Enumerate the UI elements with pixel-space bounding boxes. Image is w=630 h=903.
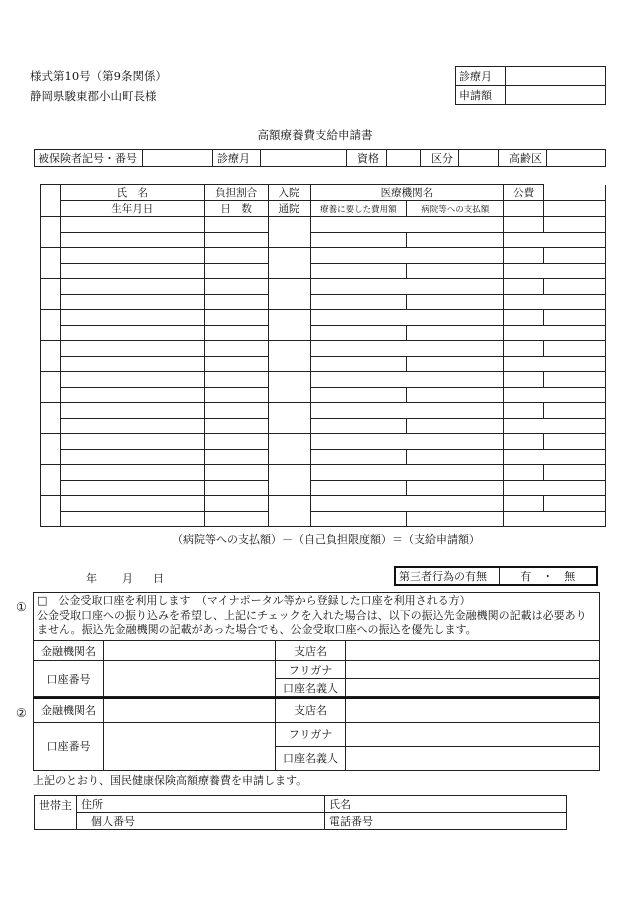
burden-cell[interactable] bbox=[204, 372, 268, 388]
furigana-label-1: フリガナ bbox=[276, 661, 346, 679]
birth-date-cell[interactable] bbox=[60, 294, 204, 310]
furigana-label-2: フリガナ bbox=[276, 722, 346, 746]
table-row bbox=[41, 356, 606, 372]
branch-label-1: 支店名 bbox=[276, 641, 346, 661]
furigana-field-2[interactable] bbox=[346, 722, 600, 746]
burden-cell[interactable] bbox=[204, 403, 268, 419]
facility-cell[interactable] bbox=[310, 217, 504, 233]
burden-cell[interactable] bbox=[204, 310, 268, 326]
addressee: 静岡県駿東郡小山町長様 bbox=[30, 89, 157, 103]
public-cell[interactable] bbox=[504, 496, 544, 512]
row-index-cell bbox=[41, 341, 61, 372]
burden-cell[interactable] bbox=[204, 217, 268, 233]
cost-cell[interactable] bbox=[310, 325, 407, 341]
days-cell[interactable] bbox=[204, 418, 268, 434]
section2-marker: ② bbox=[16, 706, 27, 720]
bank-label-2: 金融機関名 bbox=[34, 698, 104, 722]
box-label-month: 診療月 bbox=[456, 67, 506, 86]
col-inpatient: 入院 bbox=[268, 185, 310, 201]
third-party-box bbox=[394, 566, 598, 586]
cost-cell[interactable] bbox=[310, 387, 407, 403]
qualification-field[interactable] bbox=[387, 150, 421, 167]
month-amount-box bbox=[455, 66, 606, 105]
table-row bbox=[41, 232, 606, 248]
table-row bbox=[41, 248, 606, 264]
facility-cell[interactable] bbox=[310, 372, 504, 388]
elderly-field[interactable] bbox=[547, 150, 606, 167]
facility-cell[interactable] bbox=[310, 434, 504, 450]
row-index-cell bbox=[41, 279, 61, 310]
holder-label-1: 口座名義人 bbox=[276, 679, 346, 697]
name-label: 氏名 bbox=[329, 798, 351, 811]
declaration: 上記のとおり、国民健康保険高額療養費を申請します。 bbox=[33, 774, 308, 787]
date-month: 月 bbox=[122, 572, 133, 585]
burden-cell[interactable] bbox=[204, 434, 268, 450]
birth-date-cell[interactable] bbox=[60, 325, 204, 341]
page-title: 高額療養費支給申請書 bbox=[257, 128, 373, 142]
table-row bbox=[41, 465, 606, 481]
birth-date-cell[interactable] bbox=[60, 263, 204, 279]
table-row bbox=[41, 496, 606, 512]
table-row bbox=[41, 480, 606, 496]
bank-table-2 bbox=[33, 697, 600, 771]
account-no-label-1: 口座番号 bbox=[34, 661, 104, 697]
row-index-cell bbox=[41, 248, 61, 279]
table-row bbox=[41, 341, 606, 357]
public-cell[interactable] bbox=[504, 403, 544, 419]
facility-cell[interactable] bbox=[310, 341, 504, 357]
corner-cell bbox=[41, 185, 61, 217]
inpatient-outpatient-cell[interactable] bbox=[268, 496, 310, 527]
cost-cell[interactable] bbox=[310, 356, 407, 372]
birth-date-cell[interactable] bbox=[60, 449, 204, 465]
table-row bbox=[41, 387, 606, 403]
patient-name-cell[interactable] bbox=[60, 341, 204, 357]
cost-cell[interactable] bbox=[310, 232, 407, 248]
table-row bbox=[41, 372, 606, 388]
days-cell[interactable] bbox=[204, 511, 268, 527]
burden-cell[interactable] bbox=[204, 496, 268, 512]
table-row bbox=[41, 511, 606, 527]
month-field[interactable] bbox=[261, 150, 347, 167]
row-index-cell bbox=[41, 465, 61, 496]
cost-cell[interactable] bbox=[310, 449, 407, 465]
days-cell[interactable] bbox=[204, 325, 268, 341]
col-facility: 医療機関名 bbox=[310, 185, 504, 201]
box-label-amount: 申請額 bbox=[456, 86, 506, 105]
form-number: 様式第10号（第9条関係） bbox=[30, 69, 167, 83]
holder-label-2: 口座名義人 bbox=[276, 746, 346, 770]
table-row bbox=[41, 434, 606, 450]
inpatient-outpatient-cell[interactable] bbox=[268, 279, 310, 310]
public-cell[interactable] bbox=[504, 341, 544, 357]
patient-name-cell[interactable] bbox=[60, 310, 204, 326]
paid-cell[interactable] bbox=[407, 294, 504, 310]
burden-cell[interactable] bbox=[204, 248, 268, 264]
paid-cell[interactable] bbox=[407, 232, 504, 248]
table-row bbox=[41, 294, 606, 310]
birth-date-cell[interactable] bbox=[60, 511, 204, 527]
col-name: 氏 名 bbox=[60, 185, 204, 201]
col-burden: 負担割合 bbox=[204, 185, 268, 201]
facility-cell[interactable] bbox=[310, 403, 504, 419]
public-account-box bbox=[33, 592, 600, 640]
box-month-field[interactable] bbox=[506, 67, 606, 86]
col-public: 公費 bbox=[504, 185, 544, 201]
box-amount-field[interactable] bbox=[506, 86, 606, 105]
bank-table-1 bbox=[33, 640, 600, 697]
facility-cell[interactable] bbox=[310, 496, 504, 512]
public-cell[interactable] bbox=[504, 248, 544, 264]
public-cell[interactable] bbox=[504, 217, 544, 233]
category-field[interactable] bbox=[459, 150, 499, 167]
days-cell[interactable] bbox=[204, 232, 268, 248]
paid-cell[interactable] bbox=[407, 480, 504, 496]
birth-date-cell[interactable] bbox=[60, 480, 204, 496]
holder-field-2[interactable] bbox=[346, 746, 600, 770]
days-cell[interactable] bbox=[204, 387, 268, 403]
patient-name-cell[interactable] bbox=[60, 465, 204, 481]
col-cost: 療養に要した費用額 bbox=[310, 201, 407, 217]
cost-cell[interactable] bbox=[310, 418, 407, 434]
patient-name-cell[interactable] bbox=[60, 248, 204, 264]
public-cell[interactable] bbox=[504, 279, 544, 295]
row-index-cell bbox=[41, 403, 61, 434]
branch-field-2[interactable] bbox=[346, 698, 600, 722]
patient-name-cell[interactable] bbox=[60, 279, 204, 295]
date-day: 日 bbox=[153, 572, 164, 585]
info-row bbox=[34, 149, 606, 167]
bank-label-1: 金融機関名 bbox=[34, 641, 104, 661]
table-row bbox=[41, 217, 606, 233]
account-no-label-2: 口座番号 bbox=[34, 722, 104, 770]
public-cell[interactable] bbox=[504, 465, 544, 481]
birth-date-cell[interactable] bbox=[60, 356, 204, 372]
paid-cell[interactable] bbox=[407, 325, 504, 341]
cost-cell[interactable] bbox=[310, 480, 407, 496]
account-no-field-1[interactable] bbox=[104, 661, 276, 697]
bank-field-2[interactable] bbox=[104, 698, 276, 722]
patient-name-cell[interactable] bbox=[60, 372, 204, 388]
personal-no-label: 個人番号 bbox=[91, 815, 135, 828]
insured-field[interactable] bbox=[143, 150, 213, 167]
paid-cell[interactable] bbox=[407, 418, 504, 434]
row-index-cell bbox=[41, 310, 61, 341]
paid-cell[interactable] bbox=[407, 511, 504, 527]
bank-field-1[interactable] bbox=[104, 641, 276, 661]
name-field[interactable] bbox=[325, 796, 567, 813]
cost-cell[interactable] bbox=[310, 294, 407, 310]
inpatient-outpatient-cell[interactable] bbox=[268, 341, 310, 372]
days-cell[interactable] bbox=[204, 356, 268, 372]
facility-cell[interactable] bbox=[310, 248, 504, 264]
patient-name-cell[interactable] bbox=[60, 217, 204, 233]
paid-cell[interactable] bbox=[407, 387, 504, 403]
burden-cell[interactable] bbox=[204, 341, 268, 357]
table-row bbox=[41, 310, 606, 326]
patient-name-cell[interactable] bbox=[60, 496, 204, 512]
patient-name-cell[interactable] bbox=[60, 403, 204, 419]
cost-cell[interactable] bbox=[310, 263, 407, 279]
burden-cell[interactable] bbox=[204, 465, 268, 481]
branch-field-1[interactable] bbox=[346, 641, 600, 661]
householder-table bbox=[34, 795, 567, 830]
elderly-label: 高齢区 bbox=[499, 150, 547, 167]
account-no-field-2[interactable] bbox=[104, 722, 276, 770]
row-index-cell bbox=[41, 217, 61, 248]
furigana-field-1[interactable] bbox=[346, 661, 600, 679]
days-cell[interactable] bbox=[204, 480, 268, 496]
row-index-cell bbox=[41, 496, 61, 527]
public-cell[interactable] bbox=[504, 310, 544, 326]
section1-marker: ① bbox=[16, 600, 27, 614]
inpatient-outpatient-cell[interactable] bbox=[268, 434, 310, 465]
facility-cell[interactable] bbox=[310, 310, 504, 326]
table-row bbox=[41, 449, 606, 465]
category-label: 区分 bbox=[421, 150, 459, 167]
address-label: 住所 bbox=[81, 798, 103, 811]
birth-date-cell[interactable] bbox=[60, 418, 204, 434]
inpatient-outpatient-cell[interactable] bbox=[268, 372, 310, 403]
insured-label: 被保険者記号・番号 bbox=[35, 150, 143, 167]
col-birth: 生年月日 bbox=[60, 201, 204, 217]
inpatient-outpatient-cell[interactable] bbox=[268, 217, 310, 248]
inpatient-outpatient-cell[interactable] bbox=[268, 465, 310, 496]
phone-label: 電話番号 bbox=[329, 815, 373, 828]
birth-date-cell[interactable] bbox=[60, 387, 204, 403]
inpatient-outpatient-cell[interactable] bbox=[268, 248, 310, 279]
personal-no-field[interactable] bbox=[77, 813, 325, 830]
third-party-label: 第三者行為の有無 bbox=[395, 567, 499, 585]
formula: （病院等への支払額）－（自己負担限度額）＝（支給申請額） bbox=[172, 533, 480, 546]
qualification-label: 資格 bbox=[347, 150, 387, 167]
burden-cell[interactable] bbox=[204, 279, 268, 295]
paid-cell[interactable] bbox=[407, 263, 504, 279]
table-row bbox=[41, 403, 606, 419]
inpatient-outpatient-cell[interactable] bbox=[268, 310, 310, 341]
row-index-cell bbox=[41, 372, 61, 403]
table-row bbox=[41, 279, 606, 295]
paid-cell[interactable] bbox=[407, 449, 504, 465]
facility-cell[interactable] bbox=[310, 465, 504, 481]
cost-cell[interactable] bbox=[310, 511, 407, 527]
date-year: 年 bbox=[86, 572, 97, 585]
public-cell[interactable] bbox=[504, 434, 544, 450]
birth-date-cell[interactable] bbox=[60, 232, 204, 248]
holder-field-1[interactable] bbox=[346, 679, 600, 697]
days-cell[interactable] bbox=[204, 449, 268, 465]
phone-field[interactable] bbox=[325, 813, 567, 830]
col-outpatient: 通院 bbox=[268, 201, 310, 217]
paid-cell[interactable] bbox=[407, 356, 504, 372]
month-label: 診療月 bbox=[213, 150, 261, 167]
days-cell[interactable] bbox=[204, 294, 268, 310]
claims-table bbox=[40, 184, 606, 527]
third-party-choice[interactable]: 有 ・ 無 bbox=[520, 570, 576, 583]
col-days: 日 数 bbox=[204, 201, 268, 217]
table-row bbox=[41, 325, 606, 341]
days-cell[interactable] bbox=[204, 263, 268, 279]
inpatient-outpatient-cell[interactable] bbox=[268, 403, 310, 434]
facility-cell[interactable] bbox=[310, 279, 504, 295]
patient-name-cell[interactable] bbox=[60, 434, 204, 450]
public-account-note: 公金受取口座への振り込みを希望し、上記にチェックを入れた場合は、以下の振込先金融機関の記載は必要ありません。振込先金融機関の記載があった場合でも、公金受取口座への振込を優先します。 bbox=[37, 608, 587, 636]
branch-label-2: 支店名 bbox=[276, 698, 346, 722]
table-row bbox=[41, 418, 606, 434]
householder-label: 世帯主 bbox=[35, 796, 77, 830]
row-index-cell bbox=[41, 434, 61, 465]
table-row bbox=[41, 263, 606, 279]
address-field[interactable] bbox=[77, 796, 325, 813]
col-paid: 病院等への支払額 bbox=[407, 201, 504, 217]
public-account-checkbox[interactable]: □ 公金受取口座を利用します （マイナポータル等から登録した口座を利用される方） bbox=[37, 594, 471, 607]
public-cell[interactable] bbox=[504, 372, 544, 388]
